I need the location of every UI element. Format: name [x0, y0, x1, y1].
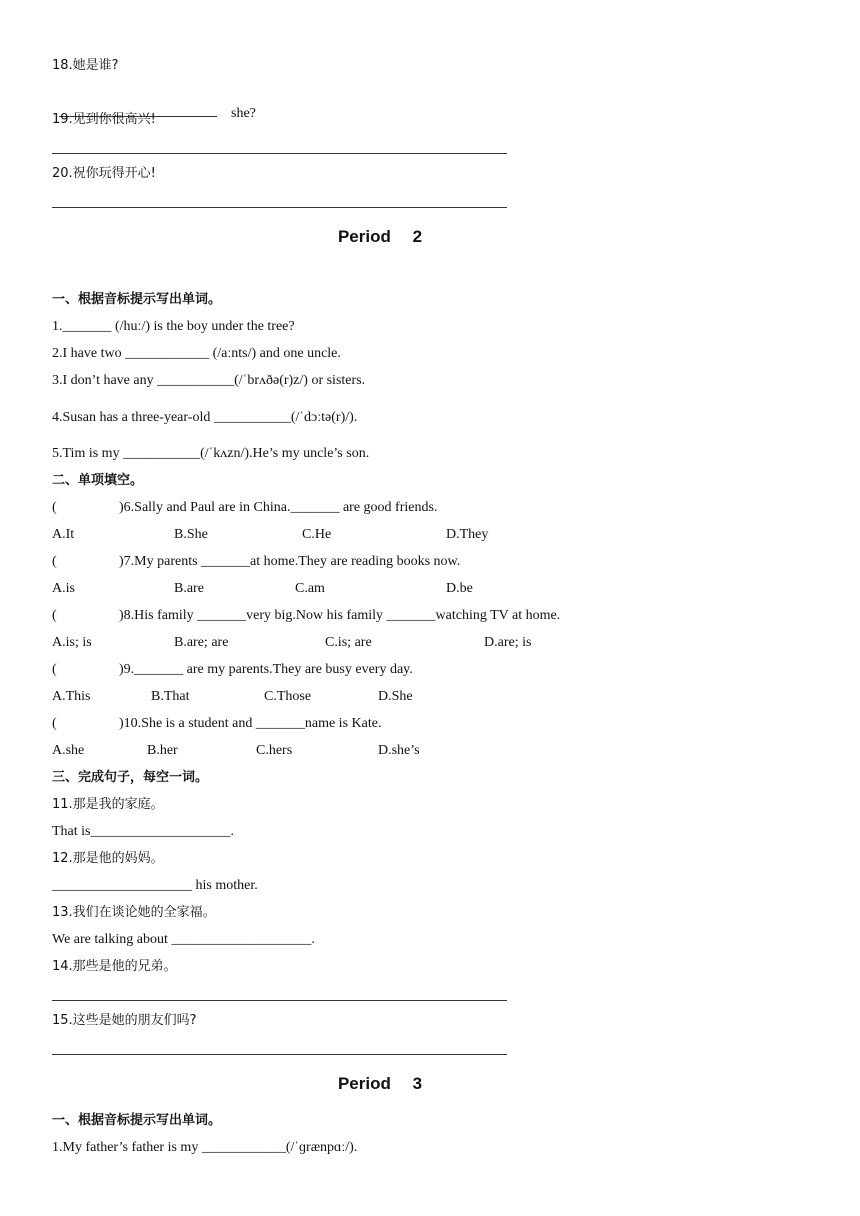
section-2-heading: 二、单项填空。 [52, 473, 144, 488]
option-c[interactable]: C.is; are [325, 635, 372, 650]
option-d[interactable]: D.She [378, 689, 413, 704]
period-3-title: Period 3 [337, 1074, 423, 1093]
choice-question [52, 553, 57, 571]
option-b[interactable]: B.her [147, 743, 178, 758]
question-19-prompt: 19.见到你很高兴! [52, 112, 156, 127]
option-c[interactable]: C.He [302, 527, 332, 542]
option-a[interactable]: A.is; is [52, 635, 92, 650]
choice-question [52, 661, 57, 679]
question-7-text: )7.My parents _______at home.They are reading books now. [119, 554, 461, 569]
choice-question [52, 607, 57, 625]
question-20-prompt: 20.祝你玩得开心! [52, 166, 156, 181]
option-b[interactable]: B.She [174, 527, 208, 542]
answer-line[interactable] [52, 1054, 507, 1055]
option-c[interactable]: C.hers [256, 743, 293, 758]
fill-item: 2.I have two ____________ (/aːnts/) and one uncle. [52, 346, 341, 361]
option-d[interactable]: D.They [446, 527, 489, 542]
question-12-prompt: 12.那是他的妈妈。 [52, 851, 164, 866]
question-13-prompt: 13.我们在谈论她的全家福。 [52, 905, 216, 920]
option-d[interactable]: D.she’s [378, 743, 420, 758]
answer-line[interactable] [52, 207, 507, 208]
fill-item: 4.Susan has a three-year-old ___________(/ˈdɔːtə(r)/). [52, 410, 358, 425]
question-15-prompt: 15.这些是她的朋友们吗? [52, 1013, 197, 1028]
question-11-sentence: That is____________________. [52, 824, 234, 839]
option-b[interactable]: B.are [174, 581, 204, 596]
option-b[interactable]: B.That [151, 689, 190, 704]
option-a[interactable]: A.is [52, 581, 75, 596]
choice-question [52, 715, 57, 733]
period-2-title: Period 2 [337, 227, 423, 246]
fill-item: 5.Tim is my ___________(/ˈkʌzn/).He’s my uncle’s son. [52, 446, 370, 461]
question-18-prompt: 18.她是谁? [52, 58, 119, 73]
answer-paren-open: ( [52, 554, 57, 569]
question-18-tail: she? [231, 106, 256, 121]
option-a[interactable]: A.she [52, 743, 85, 758]
question-8-text: )8.His family _______very big.Now his family _______watching TV at home. [119, 608, 561, 623]
answer-paren-open: ( [52, 716, 57, 731]
option-a[interactable]: A.It [52, 527, 75, 542]
answer-paren-open: ( [52, 662, 57, 677]
fill-item: 1.My father’s father is my ____________(/ˈɡrænpɑː/). [52, 1140, 358, 1155]
fill-item: 1._______ (/huː/) is the boy under the tree? [52, 319, 295, 334]
fill-item: 3.I don’t have any ___________(/ˈbrʌðə(r)z/) or sisters. [52, 373, 366, 388]
answer-line[interactable] [52, 153, 507, 154]
question-6-text: )6.Sally and Paul are in China._______ are good friends. [119, 500, 438, 515]
option-d[interactable]: D.be [446, 581, 473, 596]
answer-paren-open: ( [52, 500, 57, 515]
question-11-prompt: 11.那是我的家庭。 [52, 797, 164, 812]
question-12-sentence: ____________________ his mother. [52, 878, 258, 893]
choice-question [52, 499, 57, 517]
question-13-sentence: We are talking about ____________________. [52, 932, 315, 947]
section-3-heading: 三、完成句子，每空一词。 [52, 770, 209, 785]
question-9-text: )9._______ are my parents.They are busy every day. [119, 662, 413, 677]
option-a[interactable]: A.This [52, 689, 91, 704]
question-10-text: )10.She is a student and _______name is Kate. [119, 716, 382, 731]
section-1-heading: 一、根据音标提示写出单词。 [52, 1113, 222, 1128]
answer-line[interactable] [52, 1000, 507, 1001]
option-b[interactable]: B.are; are [174, 635, 229, 650]
question-14-prompt: 14.那些是他的兄弟。 [52, 959, 177, 974]
answer-paren-open: ( [52, 608, 57, 623]
section-1-heading: 一、根据音标提示写出单词。 [52, 292, 222, 307]
option-c[interactable]: C.Those [264, 689, 312, 704]
option-d[interactable]: D.are; is [484, 635, 532, 650]
option-c[interactable]: C.am [295, 581, 325, 596]
